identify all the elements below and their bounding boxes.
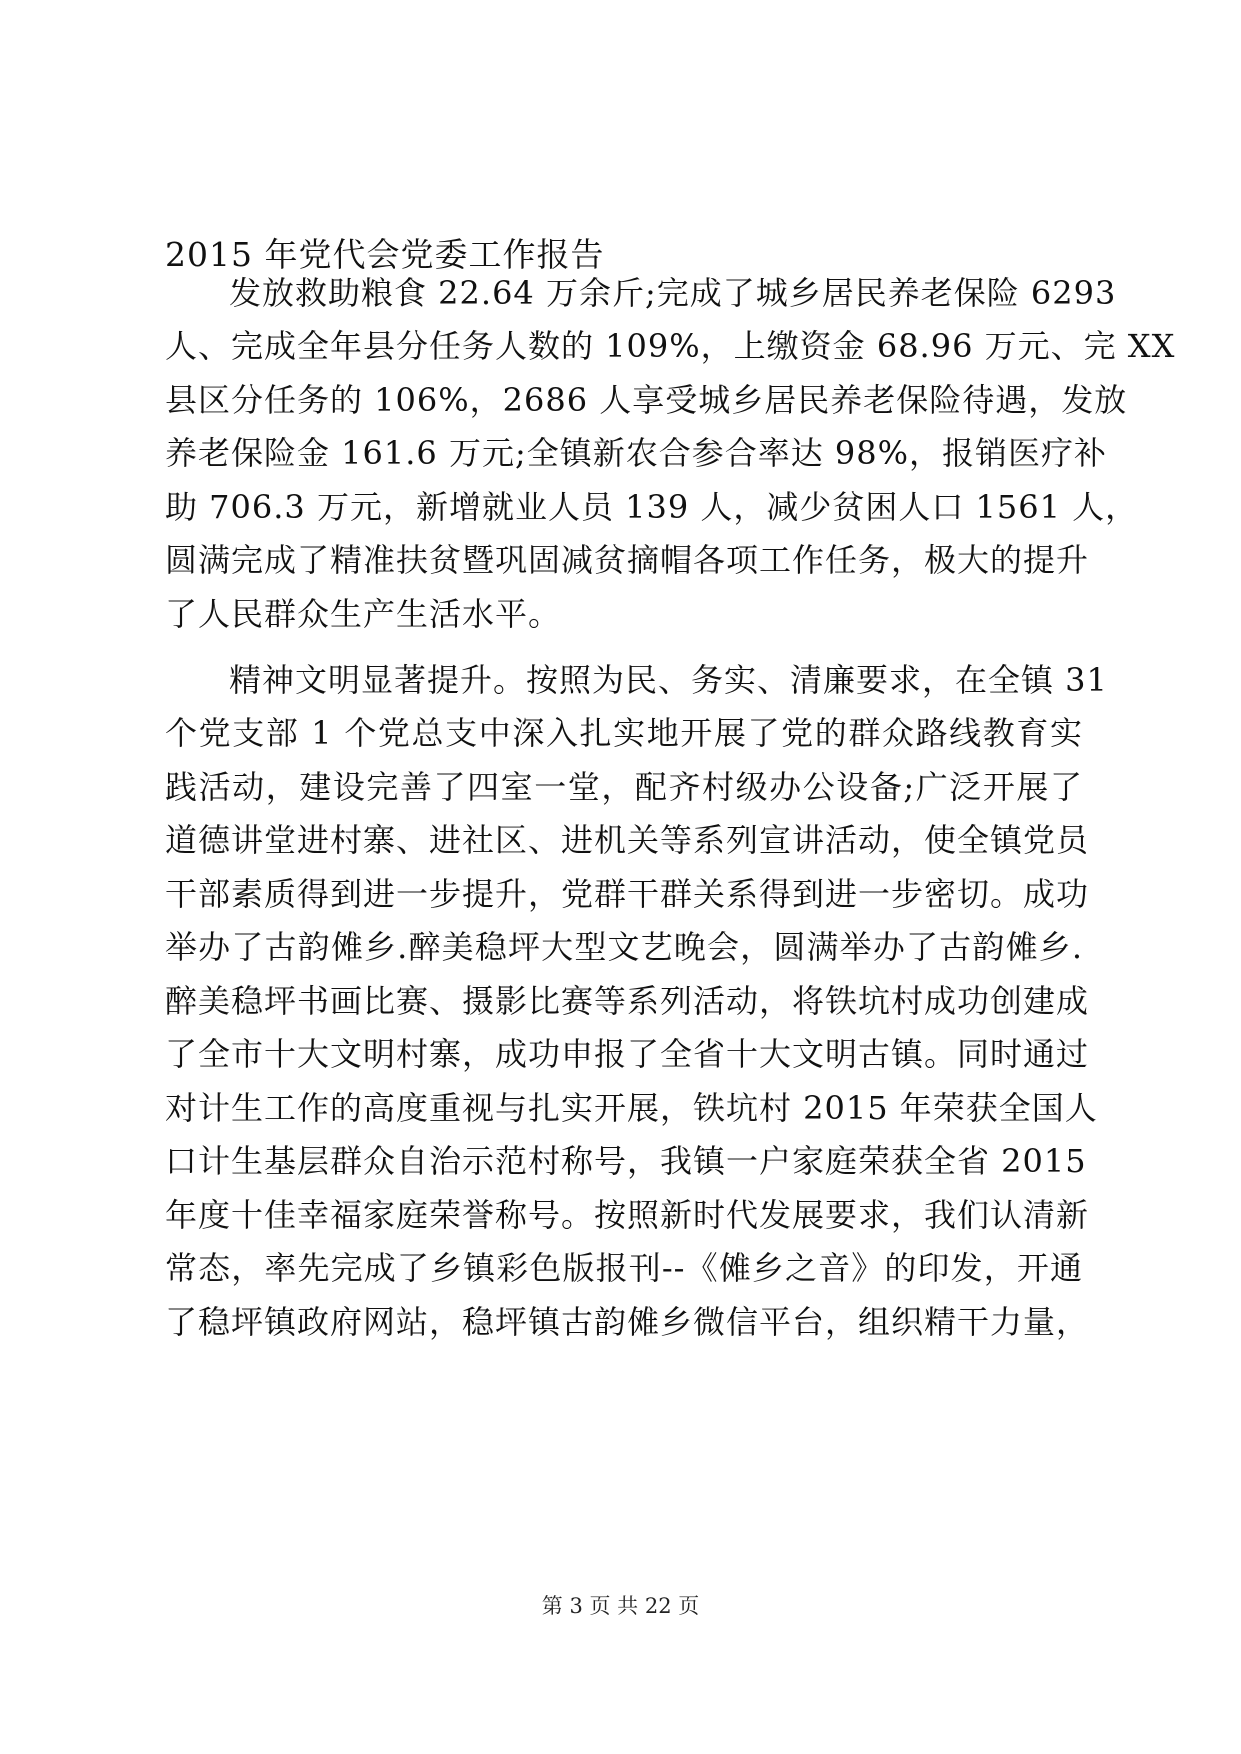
paragraph-line: 助 706.3 万元，新增就业人员 139 人，减少贫困人口 1561 人， <box>165 488 1139 526</box>
paragraph-line: 践活动，建设完善了四室一堂，配齐村级办公设备;广泛开展了 <box>165 768 1083 806</box>
paragraph-line: 圆满完成了精准扶贫暨巩固减贫摘帽各项工作任务，极大的提升 <box>165 541 1090 579</box>
paragraph-line: 口计生基层群众自治示范村称号，我镇一户家庭荣获全省 2015 <box>165 1142 1087 1180</box>
paragraph-line: 养老保险金 161.6 万元;全镇新农合参合率达 98%，报销医疗补 <box>165 434 1108 472</box>
paragraph-line <box>165 1400 1083 1458</box>
paragraph-line: 人、完成全年县分任务人数的 109%，上缴资金 68.96 万元、完 XX <box>165 327 1176 365</box>
paragraph-line: 了全市十大文明村寨，成功申报了全省十大文明古镇。同时通过 <box>165 1035 1090 1073</box>
paragraph-line: 县区分任务的 106%，2686 人享受城乡居民养老保险待遇，发放 <box>165 381 1128 419</box>
paragraph-line: 举办了古韵傩乡.醉美稳坪大型文艺晚会，圆满举办了古韵傩乡. <box>165 928 1083 966</box>
paragraph-line <box>165 1346 1083 1404</box>
paragraph-line: 了人民群众生产生活水平。 <box>165 595 562 633</box>
paragraph-line: 对计生工作的高度重视与扎实开展，铁坑村 2015 年荣获全国人 <box>165 1089 1098 1127</box>
paragraph-line: 个党支部 1 个党总支中深入扎实地开展了党的群众路线教育实 <box>165 714 1083 752</box>
paragraph-line: 精神文明显著提升。按照为民、务实、清廉要求，在全镇 31 <box>229 661 1108 699</box>
document-title: 2015 年党代会党委工作报告 <box>165 235 605 274</box>
paragraph-line: 发放救助粮食 22.64 万余斤;完成了城乡居民养老保险 6293 <box>229 274 1117 312</box>
paragraph-line: 了稳坪镇政府网站，稳坪镇古韵傩乡微信平台，组织精干力量， <box>165 1303 1090 1341</box>
paragraph-line: 道德讲堂进村寨、进社区、进机关等系列宣讲活动，使全镇党员 <box>165 821 1090 859</box>
paragraph-line: 醉美稳坪书画比赛、摄影比赛等系列活动，将铁坑村成功创建成 <box>165 982 1090 1020</box>
page-number-footer: 第 3 页 共 22 页 <box>541 1594 700 1618</box>
paragraph-line: 年度十佳幸福家庭荣誉称号。按照新时代发展要求，我们认清新 <box>165 1196 1090 1234</box>
paragraph-line: 常态，率先完成了乡镇彩色版报刊--《傩乡之音》的印发，开通 <box>165 1249 1083 1287</box>
paragraph-line: 干部素质得到进一步提升，党群干群关系得到进一步密切。成功 <box>165 875 1090 913</box>
